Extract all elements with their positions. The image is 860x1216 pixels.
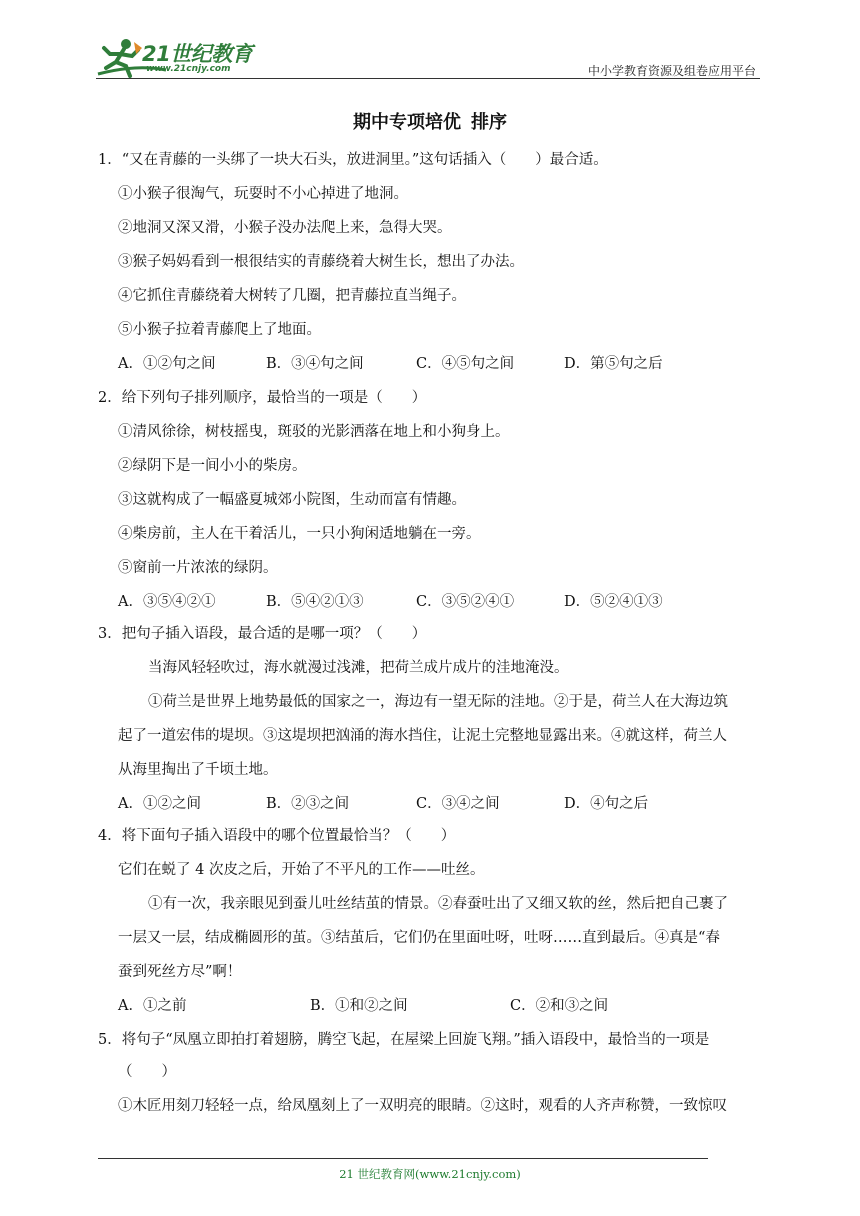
- question-3-option-d[interactable]: D．④句之后: [564, 796, 649, 812]
- question-1-option-c[interactable]: C．④⑤句之间: [416, 356, 515, 372]
- title-right: 排序: [471, 112, 507, 133]
- question-2-option-a[interactable]: A．③⑤④②①: [118, 594, 216, 610]
- question-2-item: ③这就构成了一幅盛夏城郊小院图，生动而富有情趣。: [118, 492, 466, 508]
- question-1-item: ④它抓住青藤绕着大树转了几圈，把青藤拉直当绳子。: [118, 288, 466, 304]
- question-2-item: ①清风徐徐，树枝摇曳，斑驳的光影洒落在地上和小狗身上。: [118, 424, 510, 440]
- question-3-sentence: 当海风轻轻吹过，海水就漫过浅滩，把荷兰成片成片的洼地淹没。: [148, 660, 569, 676]
- question-5-stem: 5．将句子“凤凰立即拍打着翅膀，腾空飞起，在屋梁上回旋飞翔。”插入语段中，最恰当的一项是: [98, 1032, 710, 1048]
- question-4-option-b[interactable]: B．①和②之间: [310, 998, 408, 1014]
- question-2-item: ⑤窗前一片浓浓的绿阴。: [118, 560, 278, 576]
- question-4-sentence: 它们在蜕了 4 次皮之后，开始了不平凡的工作——吐丝。: [118, 862, 485, 878]
- header-tagline: 中小学教育资源及组卷应用平台: [587, 64, 756, 78]
- question-5-paragraph-line: ①木匠用刻刀轻轻一点，给凤凰刻上了一双明亮的眼睛。②这时，观看的人齐声称赞，一致惊叹: [118, 1098, 727, 1114]
- question-1-item: ②地洞又深又滑，小猴子没办法爬上来，急得大哭。: [118, 220, 452, 236]
- question-4-stem: 4．将下面句子插入语段中的哪个位置最恰当？（ ）: [98, 828, 456, 844]
- page-title: [0, 108, 860, 134]
- question-4-option-c[interactable]: C．②和③之间: [510, 998, 609, 1014]
- question-3-option-a[interactable]: A．①②之间: [118, 796, 201, 812]
- question-1-item: ①小猴子很淘气，玩耍时不小心掉进了地洞。: [118, 186, 408, 202]
- title-left: 期中专项培优: [353, 112, 461, 133]
- question-3-option-b[interactable]: B．②③之间: [266, 796, 350, 812]
- question-2-option-b[interactable]: B．⑤④②①③: [266, 594, 364, 610]
- question-3-paragraph-line: 起了一道宏伟的堤坝。③这堤坝把汹涌的海水挡住，让泥土完整地显露出来。④就这样，荷兰人: [118, 728, 727, 744]
- question-2-stem: 2．给下列句子排列顺序，最恰当的一项是（ ）: [98, 390, 427, 406]
- question-1-option-d[interactable]: D．第⑤句之后: [564, 356, 663, 372]
- header-divider: [96, 78, 760, 79]
- question-4-paragraph-line: 一层又一层，结成椭圆形的茧。③结茧后，它们仍在里面吐呀，吐呀……直到最后。④真是“春: [118, 930, 720, 946]
- question-2-option-c[interactable]: C．③⑤②④①: [416, 594, 515, 610]
- question-4-paragraph-line: 蚕到死丝方尽”啊！: [118, 964, 242, 980]
- question-4-option-a[interactable]: A．①之前: [118, 998, 187, 1014]
- footer-text: 21 世纪教育网(www.21cnjy.com): [339, 1167, 521, 1181]
- question-3-option-c[interactable]: C．③④之间: [416, 796, 500, 812]
- question-3-paragraph-line: ①荷兰是世界上地势最低的国家之一，海边有一望无际的洼地。②于是，荷兰人在大海边筑: [148, 694, 728, 710]
- question-2-option-d[interactable]: D．⑤②④①③: [564, 594, 663, 610]
- question-2-item: ②绿阴下是一间小小的柴房。: [118, 458, 307, 474]
- question-1-item: ⑤小猴子拉着青藤爬上了地面。: [118, 322, 321, 338]
- page-header: [0, 0, 860, 80]
- question-1-stem: 1．“又在青藤的一头绑了一块大石头，放进洞里。”这句话插入（ ）最合适。: [98, 152, 608, 168]
- question-1-option-b[interactable]: B．③④句之间: [266, 356, 364, 372]
- logo-url: www.21cnjy.com: [146, 64, 231, 74]
- question-2-item: ④柴房前，主人在干着活儿，一只小狗闲适地躺在一旁。: [118, 526, 481, 542]
- question-4-paragraph-line: ①有一次，我亲眼见到蚕儿吐丝结茧的情景。②春蚕吐出了又细又软的丝，然后把自己裹了: [148, 896, 728, 912]
- logo-text: 21世纪教育: [142, 42, 253, 66]
- question-1-option-a[interactable]: A．①②句之间: [118, 356, 216, 372]
- question-5-stem-continued: （ ）: [118, 1064, 176, 1080]
- question-1-item: ③猴子妈妈看到一根很结实的青藤绕着大树生长，想出了办法。: [118, 254, 524, 270]
- question-3-stem: 3．把句子插入语段，最合适的是哪一项？（ ）: [98, 626, 427, 642]
- footer-divider: [98, 1158, 708, 1159]
- question-3-paragraph-line: 从海里掏出了千顷土地。: [118, 762, 278, 778]
